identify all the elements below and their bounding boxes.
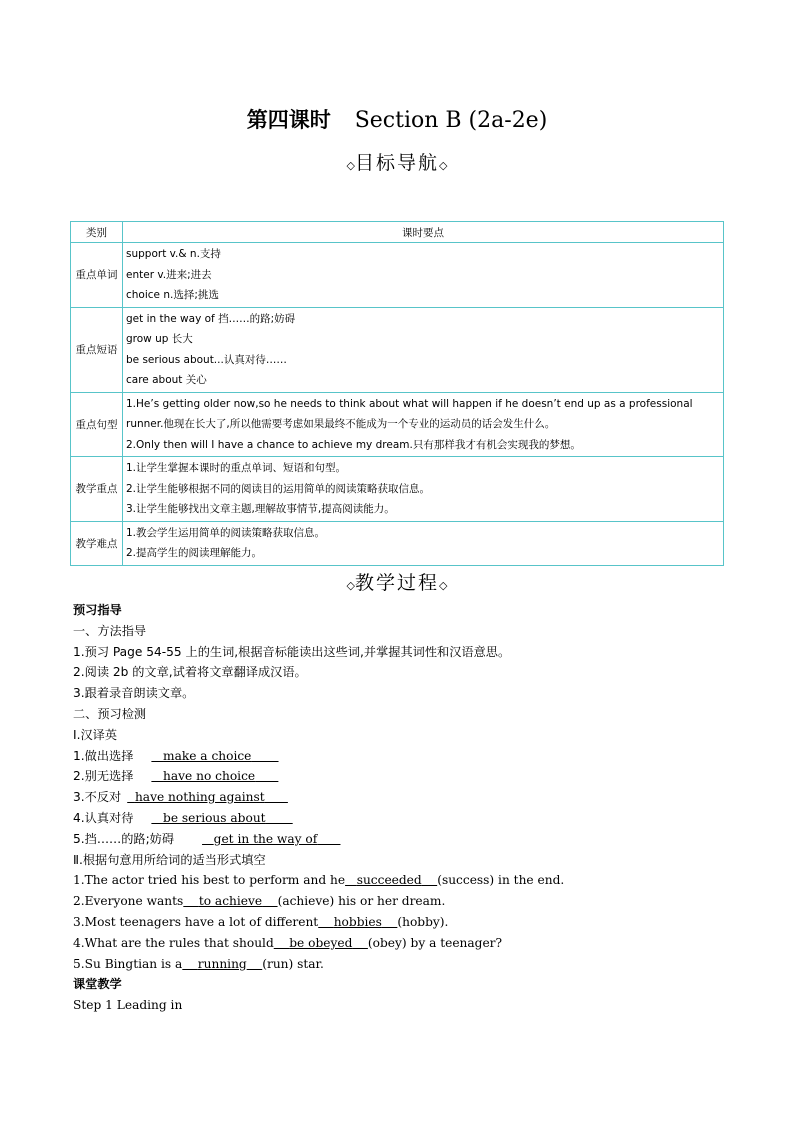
content-line: 2.让学生能够根据不同的阅读目的运用简单的阅读策略获取信息。 — [126, 482, 431, 495]
content-line: 1.教会学生运用简单的阅读策略获取信息。 — [126, 526, 326, 539]
exercise-prompt: 3.Most teenagers have a lot of different — [73, 914, 319, 929]
lesson-number: 第四课时 — [246, 108, 331, 132]
exercise-answer — [345, 873, 437, 887]
exercise-item — [73, 808, 743, 829]
row-content — [123, 307, 724, 392]
table-row — [71, 521, 724, 565]
content-line: 3.让学生能够找出文章主题,理解故事情节,提高阅读能力。 — [126, 503, 395, 515]
answer-text: succeeded — [356, 873, 422, 888]
exercise-prompt: 4.What are the rules that should — [73, 935, 274, 950]
step-heading: Step 1 Leading in — [73, 998, 183, 1013]
exercise-hint: (success) in the end. — [437, 873, 565, 888]
answer-text: hobbies — [333, 914, 382, 929]
class-heading: 课堂教学 — [73, 977, 122, 992]
diamond-icon: ◇ — [346, 159, 355, 172]
exercise-prompt: 4.认真对待 — [73, 810, 134, 825]
exercise-hint: (hobby). — [397, 914, 449, 929]
content-line: grow up 长大 — [126, 333, 193, 345]
section-heading-process-text: 教学过程 — [354, 572, 439, 594]
row-content — [123, 243, 724, 308]
part2-heading: Ⅱ.根据句意用所给词的适当形式填空 — [73, 852, 266, 867]
exercise-prompt: 5.Su Bingtian is a — [73, 956, 183, 971]
exercise-hint: (run) star. — [262, 956, 324, 971]
content-line: choice n.选择;挑选 — [126, 289, 219, 301]
exercise-answer — [274, 936, 368, 950]
exercise-prompt: 2.Everyone wants — [73, 894, 184, 909]
content-line: 1.He’s getting older now,so he needs to think about what will happen if he doesn’t end up as a professional runner.他现在长大了,所以他需要考虑如果最终不能成为一个专业的运动员的话会发生什么。 — [126, 397, 693, 430]
exercise-item — [73, 891, 743, 912]
exercise-prompt: 5.挡……的路;妨碍 — [73, 831, 175, 846]
row-content — [123, 392, 724, 457]
answer-text: be obeyed — [289, 935, 353, 950]
answer-text: make a choice — [163, 748, 252, 763]
row-category: 重点短语 — [71, 307, 123, 392]
diamond-icon: ◇ — [346, 579, 355, 592]
exercise-hint: (obey) by a teenager? — [367, 935, 503, 950]
table-row — [71, 457, 724, 522]
answer-text: be serious about — [163, 810, 266, 825]
exercise-answer — [202, 832, 340, 846]
table-row — [71, 392, 724, 457]
table-header-row — [71, 222, 724, 243]
preview-heading: 预习指导 — [73, 603, 122, 617]
content-line: support v.& n.支持 — [126, 248, 221, 260]
section-heading-goals-text: 目标导航 — [354, 152, 439, 174]
exercise-item — [73, 912, 743, 933]
exercise-prompt: 1.做出选择 — [73, 748, 134, 763]
diamond-icon: ◇ — [439, 159, 448, 172]
part1-heading: Ⅰ.汉译英 — [73, 727, 118, 742]
header-category: 类别 — [71, 222, 123, 243]
page-title — [0, 104, 794, 134]
row-category: 重点句型 — [71, 392, 123, 457]
exercise-item — [73, 829, 743, 850]
table-row — [71, 243, 724, 308]
diamond-icon: ◇ — [439, 579, 448, 592]
row-category: 教学难点 — [71, 521, 123, 565]
table-row — [71, 307, 724, 392]
content-line: 2.Only then will I have a chance to achieve my dream.只有那样我才有机会实现我的梦想。 — [126, 438, 581, 451]
content-line: care about 关心 — [126, 374, 207, 386]
content-line: enter v.进来;进去 — [126, 268, 212, 281]
row-content — [123, 457, 724, 522]
section-heading-process — [0, 568, 794, 595]
answer-text: running — [197, 956, 247, 971]
exercise-prompt: 1.The actor tried his best to perform and he — [73, 873, 346, 888]
answer-text: to achieve — [198, 894, 263, 909]
exercise-item — [73, 954, 743, 975]
content-line: 2.提高学生的阅读理解能力。 — [126, 547, 263, 559]
method-item: 3.跟着录音朗读文章。 — [73, 686, 195, 701]
section-name: Section B (2a-2e) — [354, 108, 548, 133]
lesson-body — [73, 600, 743, 1016]
exercise-answer — [318, 915, 397, 929]
exercise-answer — [151, 749, 278, 763]
exercise-answer — [183, 894, 277, 908]
answer-text: have nothing against — [134, 790, 265, 805]
content-line: 1.让学生掌握本课时的重点单词、短语和句型。 — [126, 462, 347, 474]
row-category: 重点单词 — [71, 243, 123, 308]
exercise-item — [73, 933, 743, 954]
header-key-points: 课时要点 — [123, 222, 724, 243]
method-item: 2.阅读 2b 的文章,试着将文章翻译成汉语。 — [73, 665, 307, 680]
exercise-answer — [151, 769, 278, 783]
exercise-item — [73, 870, 743, 891]
row-category: 教学重点 — [71, 457, 123, 522]
exercise-answer — [182, 957, 262, 971]
content-line: be serious about...认真对待…… — [126, 353, 287, 366]
exercise-item — [73, 787, 743, 808]
exercise-answer — [127, 790, 288, 804]
exercise-hint: (achieve) his or her dream. — [277, 894, 446, 909]
exercise-prompt: 3.不反对 — [73, 790, 122, 805]
section-heading-goals — [0, 148, 794, 175]
exercise-item — [73, 766, 743, 787]
exercise-item — [73, 746, 743, 767]
method-item: 1.预习 Page 54-55 上的生词,根据音标能读出这些词,并掌握其词性和汉语意思。 — [73, 644, 511, 659]
answer-text: get in the way of — [213, 831, 318, 846]
exercise-answer — [151, 811, 292, 825]
row-content — [123, 521, 724, 565]
exercise-prompt: 2.别无选择 — [73, 769, 134, 784]
lesson-overview-table — [70, 221, 724, 566]
answer-text: have no choice — [163, 769, 256, 784]
check-heading: 二、预习检测 — [73, 706, 147, 721]
content-line: get in the way of 挡……的路;妨碍 — [126, 312, 296, 325]
methods-heading: 一、方法指导 — [73, 623, 147, 638]
